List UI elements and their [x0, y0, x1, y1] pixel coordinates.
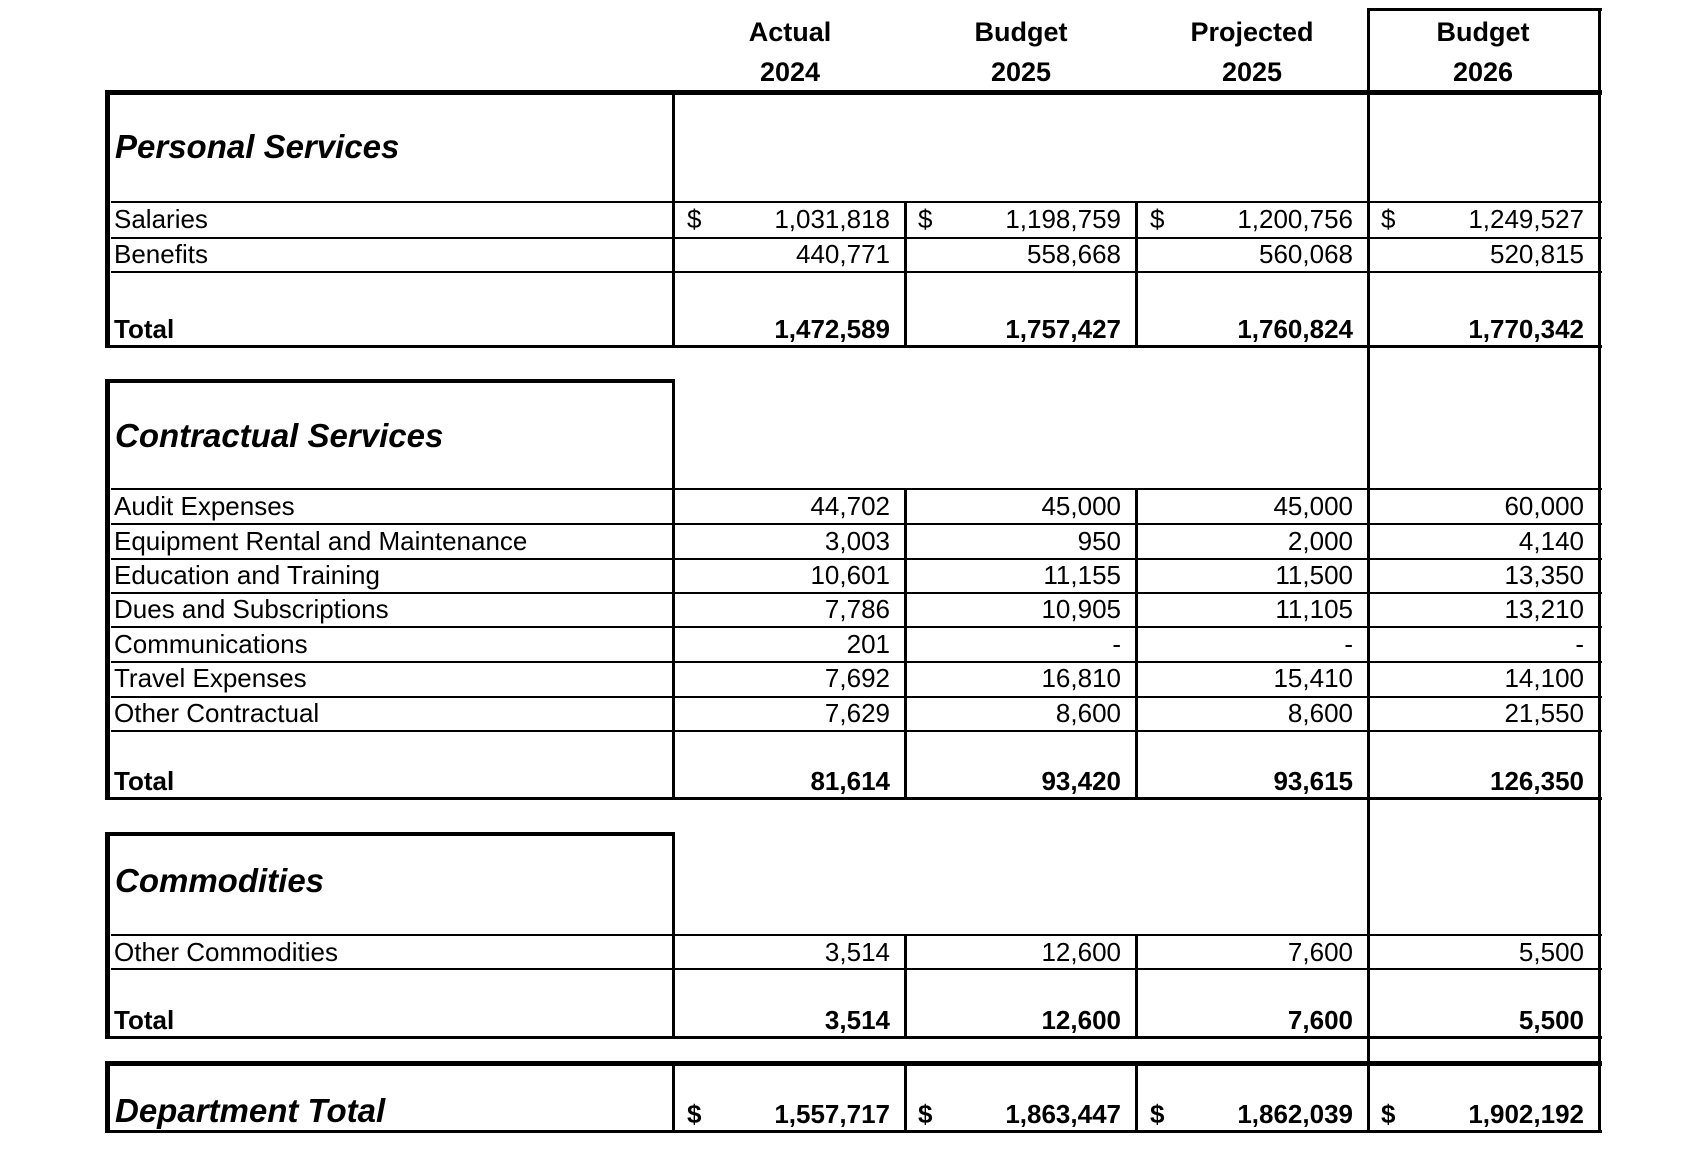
row-label: Dues and Subscriptions	[114, 594, 389, 624]
cell-budget-2026: 14,100	[1504, 663, 1584, 693]
header-line2: 2026	[1452, 57, 1514, 87]
cell-actual-2024: 81,614	[810, 766, 890, 796]
header-box-right	[1598, 8, 1601, 93]
cell-budget-2025: 45,000	[1041, 491, 1121, 521]
currency-symbol: $	[918, 1099, 933, 1129]
header-line1: Actual	[748, 17, 832, 47]
section-title-commodities: Commodities	[115, 862, 325, 899]
row-label: Other Commodities	[114, 937, 338, 967]
currency-symbol: $	[1150, 1099, 1165, 1129]
cell-projected-2025: 1,200,756	[1237, 204, 1353, 234]
total-label: Total	[114, 1005, 175, 1035]
department-total-label: Department Total	[115, 1092, 386, 1129]
section-title-personal-services: Personal Services	[115, 128, 400, 165]
header-line1: Budget	[1436, 17, 1530, 47]
cell-budget-2025: 1,198,759	[1005, 204, 1121, 234]
row-label: Equipment Rental and Maintenance	[114, 526, 528, 556]
cell-projected-2025: 15,410	[1273, 663, 1353, 693]
header-projected-2025	[1137, 12, 1367, 92]
cell-projected-2025: -	[1344, 629, 1353, 659]
cell-budget-2025: 10,905	[1041, 594, 1121, 624]
cell-projected-2025: 560,068	[1259, 239, 1353, 269]
cell-projected-2025: 7,600	[1287, 1005, 1353, 1035]
cell-actual-2024: 1,557,717	[774, 1099, 890, 1129]
cell-projected-2025: 2,000	[1287, 526, 1353, 556]
cell-actual-2024: 1,031,818	[774, 204, 890, 234]
total-label: Total	[114, 766, 175, 796]
cell-actual-2024: 3,514	[824, 937, 890, 967]
currency-symbol: $	[918, 204, 933, 234]
header-box-left	[1367, 8, 1370, 93]
cell-budget-2026: 5,500	[1518, 1005, 1584, 1035]
cell-budget-2025: 12,600	[1041, 937, 1121, 967]
cell-budget-2026: 520,815	[1490, 239, 1584, 269]
header-actual-2024	[675, 12, 905, 92]
cell-projected-2025: 93,615	[1273, 766, 1353, 796]
currency-symbol: $	[1381, 204, 1396, 234]
cell-budget-2025: 558,668	[1027, 239, 1121, 269]
cell-actual-2024: 10,601	[810, 560, 890, 590]
cell-budget-2025: 950	[1077, 526, 1121, 556]
row-label: Salaries	[114, 204, 208, 234]
header-box-top	[1367, 8, 1602, 11]
row-label: Education and Training	[114, 560, 380, 590]
cell-budget-2026: 1,770,342	[1468, 314, 1584, 344]
cell-budget-2025: 1,863,447	[1005, 1099, 1121, 1129]
total-label: Total	[114, 314, 175, 344]
cell-budget-2026: 13,350	[1504, 560, 1584, 590]
currency-symbol: $	[687, 1099, 702, 1129]
row-label: Benefits	[114, 239, 208, 269]
cell-actual-2024: 201	[846, 629, 890, 659]
section-title-contractual-services: Contractual Services	[115, 417, 444, 454]
cell-budget-2026: 126,350	[1490, 766, 1584, 796]
cell-projected-2025: 45,000	[1273, 491, 1353, 521]
header-line1: Budget	[974, 17, 1068, 47]
cell-budget-2026: 5,500	[1518, 937, 1584, 967]
cell-actual-2024: 7,629	[824, 698, 890, 728]
row-label: Communications	[114, 629, 308, 659]
cell-budget-2026: 1,249,527	[1468, 204, 1584, 234]
cell-budget-2025: 16,810	[1041, 663, 1121, 693]
row-label: Travel Expenses	[114, 663, 307, 693]
cell-projected-2025: 11,500	[1275, 560, 1353, 590]
cell-budget-2026: 13,210	[1504, 594, 1584, 624]
cell-budget-2026: 21,550	[1504, 698, 1584, 728]
cell-projected-2025: 1,760,824	[1237, 314, 1353, 344]
cell-budget-2026: 60,000	[1504, 491, 1584, 521]
cell-budget-2025: 11,155	[1043, 560, 1121, 590]
currency-symbol: $	[687, 204, 702, 234]
cell-budget-2025: 1,757,427	[1005, 314, 1121, 344]
cell-budget-2025: -	[1112, 629, 1121, 659]
header-line1: Projected	[1190, 17, 1314, 47]
cell-actual-2024: 1,472,589	[774, 314, 890, 344]
header-line2: 2025	[1221, 57, 1283, 87]
header-line2: 2024	[759, 57, 821, 87]
header-budget-2026	[1368, 12, 1598, 92]
cell-projected-2025: 1,862,039	[1237, 1099, 1353, 1129]
cell-budget-2026: 4,140	[1518, 526, 1584, 556]
row-label: Other Contractual	[114, 698, 320, 728]
currency-symbol: $	[1381, 1099, 1396, 1129]
currency-symbol: $	[1150, 204, 1165, 234]
row-label: Audit Expenses	[114, 491, 295, 521]
cell-budget-2025: 93,420	[1041, 766, 1121, 796]
cell-actual-2024: 3,003	[824, 526, 890, 556]
cell-actual-2024: 7,786	[824, 594, 890, 624]
cell-actual-2024: 3,514	[824, 1005, 890, 1035]
cell-actual-2024: 440,771	[796, 239, 890, 269]
cell-projected-2025: 8,600	[1287, 698, 1353, 728]
cell-projected-2025: 7,600	[1287, 937, 1353, 967]
cell-budget-2025: 8,600	[1055, 698, 1121, 728]
cell-actual-2024: 44,702	[810, 491, 890, 521]
cell-actual-2024: 7,692	[824, 663, 890, 693]
cell-budget-2026: 1,902,192	[1468, 1099, 1584, 1129]
header-budget-2025	[906, 12, 1136, 92]
cell-budget-2025: 12,600	[1041, 1005, 1121, 1035]
cell-projected-2025: 11,105	[1275, 594, 1353, 624]
cell-budget-2026: -	[1575, 629, 1584, 659]
header-line2: 2025	[990, 57, 1052, 87]
